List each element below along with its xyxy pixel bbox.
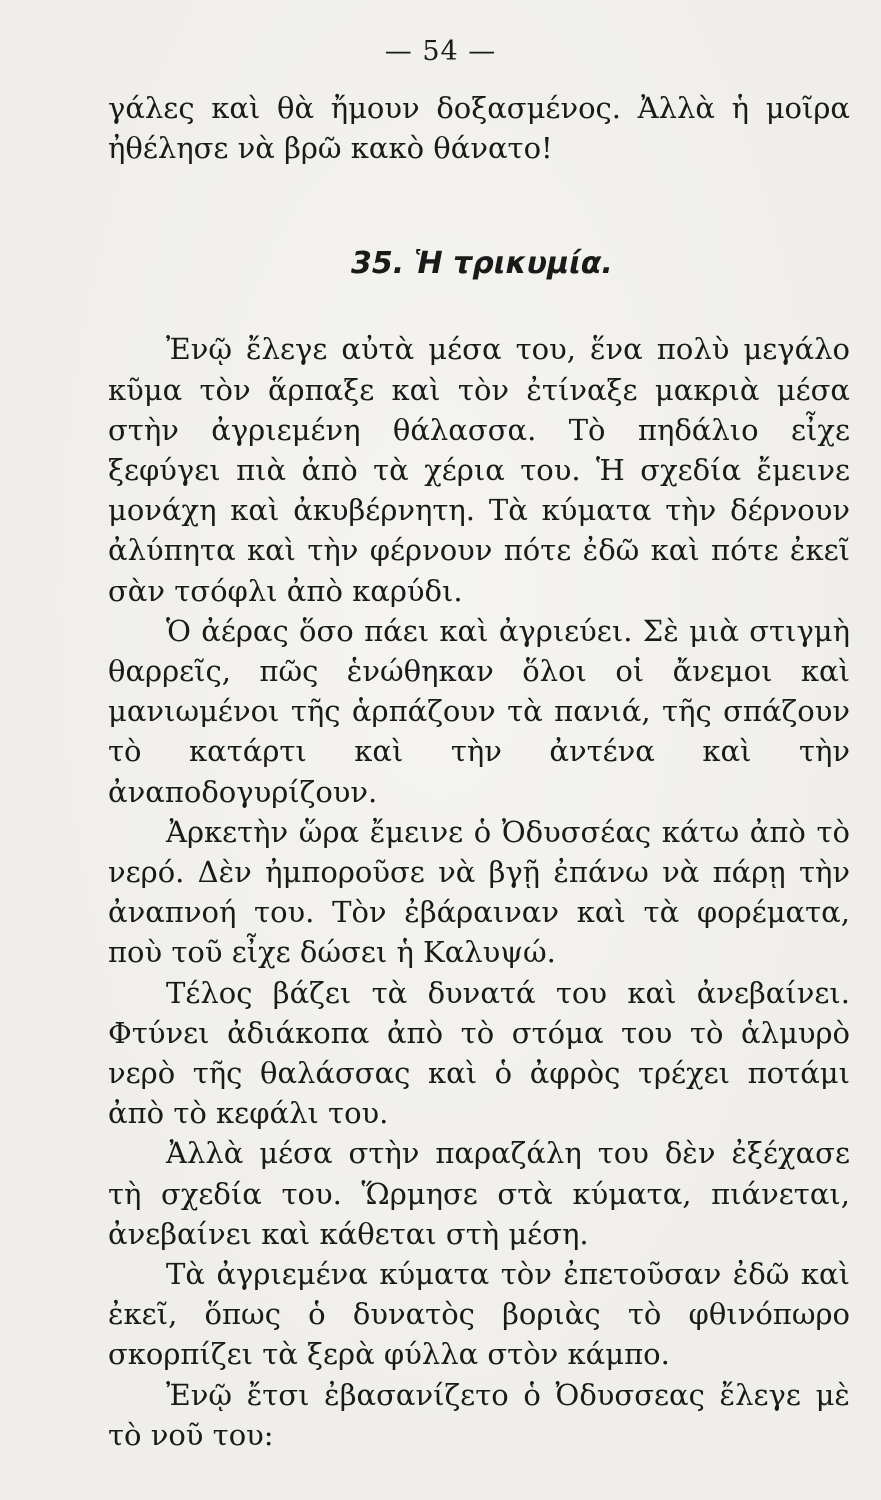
paragraph: Ἐνῷ ἔλεγε αὐτὰ μέσα του, ἕνα πολὺ μεγάλο κῦμα τὸν ἅρπαξε καὶ τὸν ἐτίναξε μακριὰ μέσα στὴν ἀγριεμένη θάλασσα. Τὸ πηδάλιο εἶχε ξεφύγει πιὰ ἀπὸ τὰ χέρια του. Ἡ σχεδία ἔμεινε μονάχη καὶ ἀκυβέρνητη. Τὰ κύματα τὴν δέρνουν ἀλύπητα καὶ τὴν φέρνουν πότε ἐδῶ καὶ πότε ἐκεῖ σὰν τσόφλι ἀπὸ καρύδι. [108,332,850,608]
paragraph: Ὁ ἀέρας ὅσο πάει καὶ ἀγριεύει. Σὲ μιὰ στιγμὴ θαρρεῖς, πῶς ἑνώθηκαν ὅλοι οἱ ἄνεμοι καὶ μανιωμένοι τῆς ἁρπάζουν τὰ πανιά, τῆς σπάζουν τὸ κατάρτι καὶ τὴν ἀντένα καὶ τὴν ἀναποδογυρίζουν. [108,613,850,809]
paragraph: Τὰ ἀγριεμένα κύματα τὸν ἐπετοῦσαν ἐδῶ καὶ ἐκεῖ, ὅπως ὁ δυνατὸς βοριὰς τὸ φθινόπωρο σκορπίζει τὰ ξερὰ φύλλα στὸν κάμπο. [108,1257,850,1372]
chapter-number: 35. [351,246,405,282]
paragraph: Ἀλλὰ μέσα στὴν παραζάλη του δὲν ἐξέχασε τὴ σχεδία του. Ὥρμησε στὰ κύματα, πιάνεται, ἀνεβαίνει καὶ κάθεται στὴ μέση. [108,1136,850,1251]
page-body [108,88,850,1455]
page-number: — 54 — [384,36,497,67]
paragraph-continuation: γάλες καὶ θὰ ἤμουν δοξασμένος. Ἀλλὰ ἡ μοῖρα ἠθέλησε νὰ βρῶ κακὸ θάνατο! [108,91,850,166]
paragraph: Τέλος βάζει τὰ δυνατά του καὶ ἀνεβαίνει. Φτύνει ἀδιάκοπα ἀπὸ τὸ στόμα του τὸ ἁλμυρὸ νερὸ τῆς θαλάσσας καὶ ὁ ἀφρὸς τρέχει ποτάμι ἀπὸ τὸ κεφάλι του. [108,975,850,1131]
paragraph: Ἀρκετὴν ὥρα ἔμεινε ὁ Ὀδυσσέας κάτω ἀπὸ τὸ νερό. Δὲν ἠμποροῦσε νὰ βγῇ ἐπάνω νὰ πάρῃ τὴν ἀναπνοή του. Τὸν ἐβάραιναν καὶ τὰ φορέματα, ποὺ τοῦ εἶχε δώσει ἡ Καλυψώ. [108,814,850,970]
chapter-title: Ἡ τρικυμία. [414,246,613,282]
paragraph: Ἐνῷ ἔτσι ἐβασανίζετο ὁ Ὀδυσσεας ἔλεγε μὲ τὸ νοῦ του: [108,1377,850,1452]
chapter-heading [108,244,850,284]
